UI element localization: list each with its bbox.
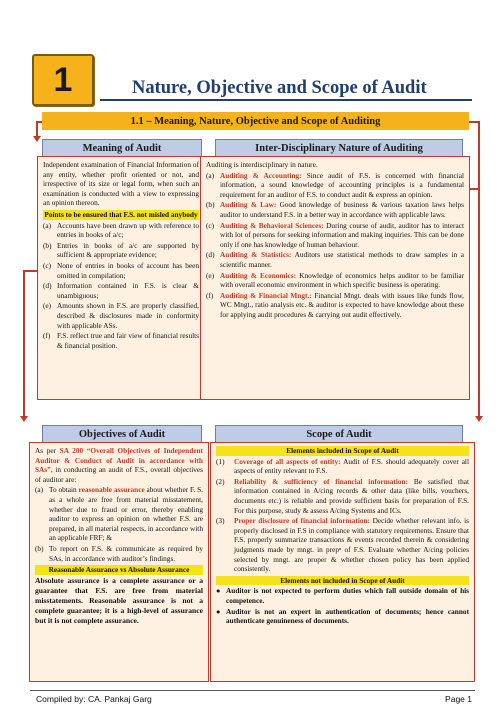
list-item [216,516,469,574]
item-text: Information contained in F.S. is clear & unambiguous; [57,281,199,300]
list-item [43,261,199,280]
item-heading: Auditing & Statistics: [220,250,292,260]
list-item [35,485,203,543]
item-text [220,271,464,290]
meaning-points-list [43,221,199,351]
bullet-icon: ● [216,586,221,596]
meaning-header: Meaning of Audit [42,139,202,157]
connector-bottom-left [23,270,25,417]
section-title: 1.1 – Meaning, Nature, Objective and Scope of Auditing [42,112,469,130]
chapter-number-box [32,54,94,106]
bullet-icon: ● [216,606,221,616]
included-title: Elements included in Scope of Audit [216,446,469,456]
points-title: Points to be ensured that F.S. not misled anybody [44,209,198,219]
item-text [49,485,203,543]
item-pre: To obtain [49,485,79,495]
objectives-intro-ref: SA 200 “Overall Objectives of Independent Auditor & Conduct of Audit in accordance with SAs” [35,446,203,475]
item-heading: Reliability & sufficiency of financial information: [234,476,409,486]
item-body: Audit of F.S. should adequately cover all aspects of entity relevant to F.S. [234,456,469,476]
list-item [43,221,199,240]
item-label: (d) [206,250,215,260]
item-heading: Coverage of all aspects of entity: [234,456,341,466]
item-text: Auditor is not expected to perform duties which fall outside domain of his competence. [226,586,469,605]
list-item [216,457,469,476]
item-label: (e) [206,270,215,280]
chapter-title: Nature, Objective and Scope of Audit [132,78,427,98]
item-text [234,457,469,476]
item-text: None of entries in books of account has been omitted in compilation; [57,260,199,280]
item-label: (2) [216,476,225,486]
connector-bottom-left-h [23,270,37,272]
item-label: (f) [206,290,214,300]
inter-items-list [206,171,464,320]
list-item [43,301,199,330]
item-label: (3) [216,516,225,526]
connector-right-mid [470,188,479,190]
item-text [234,477,469,515]
scope-header: Scope of Audit [215,425,463,443]
inter-panel [200,156,470,400]
item-heading: Auditing & Economics: [220,270,297,280]
item-body: During course of audit, auditor has to interact with lot of persons for seeking information and making inquiries. This can be done only if one has knowledge of human behaviour. [220,220,464,249]
item-label: (d) [43,281,52,291]
list-item [206,271,464,290]
item-text [220,200,464,219]
arrow-right [475,416,483,422]
scope-panel [210,442,475,682]
objectives-intro [35,446,203,484]
arrow-bottom-left [20,416,28,422]
chapter-number: 1 [53,60,73,99]
item-body: Good knowledge of business & various taxation laws helps auditor to understand F.S. in a better way in accordance with applicable laws. [220,200,464,219]
inter-header: Inter-Disciplinary Nature of Auditing [215,139,463,157]
item-body: about whether F. S. as a whole are free from material misstatement, whether due to fraud or error, thereby enabling auditor to express an opinion on whether F.S. are prepared, in all material respects, in accordance with an applicable FRF; & [49,485,203,543]
list-item [216,586,469,605]
item-heading: reasonable assurance [78,485,145,495]
list-item [216,477,469,515]
footer-rule [30,690,475,691]
objectives-items-list [35,485,203,563]
list-item [206,221,464,250]
footer-compiler: Compiled by: CA. Pankaj Garg [36,694,152,704]
item-text [220,250,464,269]
item-text [220,221,464,250]
item-label: (a) [43,220,52,230]
objectives-panel [29,442,209,682]
item-heading: Auditing & Accounting: [220,170,302,180]
item-label: (b) [43,240,52,250]
item-text: F.S. reflect true and fair view of financial results & financial position. [57,331,199,350]
scope-excluded-list [216,586,469,625]
item-text [220,291,464,320]
item-heading: Auditing & Financial Mngt.: [220,290,312,300]
item-body: Knowledge of economics helps auditor to be familiar with overall economic environment in which specific business is operating. [220,270,464,290]
meaning-panel [37,156,205,400]
inter-intro: Auditing is interdisciplinary in nature. [206,160,318,169]
item-text [234,516,469,574]
item-label: (b) [206,200,215,210]
item-text [49,544,203,563]
item-body: Since audit of F.S. is concerned with financial information, a sound knowledge of accounting principles is a fundamental requirement for an auditor of F.S. to conduct audit & express an opinion. [220,170,464,199]
item-label: (c) [206,220,215,230]
list-item [35,544,203,563]
ra-text: Absolute assurance is a complete assurance or a guarantee that F.S. are free from material misstatements. Reasonable assurance is not a complete guarantee; it is a high-level of assurance but it is not complete assurance. [35,575,203,625]
list-item [206,291,464,320]
item-text [220,171,464,200]
objectives-header: Objectives of Audit [42,425,202,443]
item-label: (f) [43,331,51,341]
connector-right [478,121,480,417]
item-body: Be satisfied that information contained in A/cing records & other data (like bills, vouchers, documents etc.) is reliable and provide sufficient basis for preparation of F.S. For this purpose, study & assess A/cing Systems and ICs. [234,476,469,515]
footer-page-number: Page 1 [445,694,472,704]
list-item [43,241,199,260]
objectives-intro-post: , in conducting an audit of F.S., overall objectives of auditor are: [35,465,203,484]
item-heading: Auditing & Law: [220,200,277,210]
ra-title: Reasonable Assurance vs Absolute Assurance [35,565,203,575]
objectives-intro-pre: As per [35,446,60,455]
item-body: Decide whether relevant info. is properly disclosed in F.S in compliance with statutory requirements. Ensure that F.S. properly summarize transactions & events recorded therein & considering judgments made by mngt. in prepⁿ of F.S. Evaluate whether A/cing policies selected by mngt. are proper & whether chosen policy has been applied consistently. [234,516,469,574]
item-label: (e) [43,301,52,311]
title-underline [100,99,472,101]
meaning-intro: Independent examination of Financial Information of any entity, whether profit oriented or not, and irrespective of its size or legal form, when such an examination is conducted with a view to expressing an opinion thereon. [43,160,199,208]
item-body: Financial Mngt. deals with issues like funds flow, WC Mngt., ratio analysis etc. & auditor is expected to have knowledge about these for applying audit procedures & carrying out audit effectively. [220,290,464,319]
item-text: Auditor is not an expert in authentication of documents; hence cannot authenticate genuineness of documents. [226,606,469,626]
item-body: Auditors use statistical methods to draw samples in a scientific manner. [220,250,465,269]
list-item [206,200,464,219]
item-label: (b) [35,543,44,553]
list-item [216,607,469,626]
item-label: (a) [35,485,44,495]
excluded-title: Elements not included in Scope of Audit [216,576,469,586]
connector-right-h [469,121,479,123]
item-label: (1) [216,456,225,466]
item-text: Entries in books of a/c are supported by sufficient & appropriate evidence; [57,240,199,260]
list-item [206,171,464,200]
item-body: To report on F.S. & communicate as required by SAs, in accordance with auditor’s findings. [49,543,203,563]
item-label: (a) [206,170,215,180]
item-heading: Proper disclosure of financial information: [234,516,370,526]
arrow-left [33,136,41,142]
connector-left-h [36,121,42,123]
connector-left [36,121,38,137]
item-heading: Auditing & Behavioral Sciences: [220,220,324,230]
list-item [43,281,199,300]
item-text: Amounts shown in F.S. are properly classified, described & disclosures made in conformity with applicable ASs. [57,301,199,330]
item-text: Accounts have been drawn up with reference to entries in books of a/c; [57,220,199,240]
list-item [206,250,464,269]
list-item [43,331,199,350]
scope-included-list [216,457,469,574]
item-label: (c) [43,260,52,270]
